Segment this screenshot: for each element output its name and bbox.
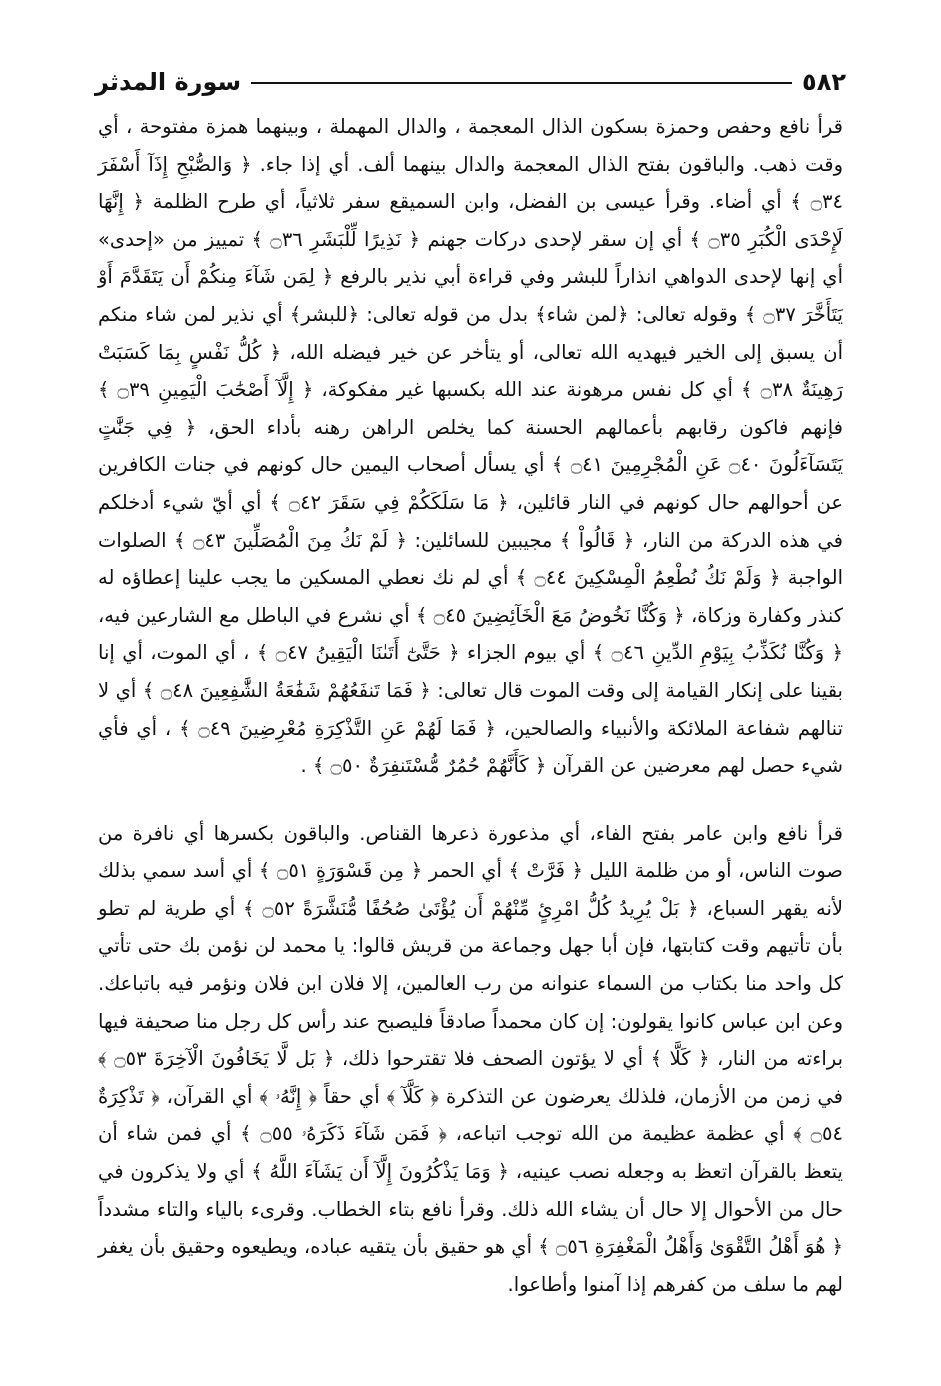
surah-title: سورة المدثر [95, 68, 242, 96]
tafsir-text [98, 108, 843, 1303]
paragraph: قرأ نافع وابن عامر بفتح الفاء، أي مذعورة ذعرها القناص. والباقون بكسرها أي نافرة من صوت الناس، أو من ظلمة الليل ﴿ فَرَّتْ ﴾ أي الحمر ﴿ مِن قَسْوَرَةٍ ۝٥١ ﴾ أي أسد سمي بذلك لأنه يقهر السباع، ﴿ بَلْ يُرِيدُ كُلُّ امْرِئٍ مِّنْهُمْ أَن يُؤْتَىٰ صُحُفًا مُّنَشَّرَةً ۝٥٢ ﴾ أي طرية لم تطو بأن تأتيهم وقت كتابتها، فإن أبا جهل وجماعة من قريش قالوا: يا محمد لن نؤمن بك حتى تأتي كل واحد منا بكتاب من السماء عنوانه من رب العالمين، إلا فلان ابن فلان ونؤمر فيه باتباعك. وعن ابن عباس كانوا يقولون: إن كان محمداً صادقاً فليصبح عند رأس كل رجل منا صحيفة فيها براءته من النار، ﴿ كَلَّا ﴾ أي لا يؤتون الصحف فلا تقترحوا ذلك، ﴿ بَل لَّا يَخَافُونَ الْآخِرَةَ ۝٥٣ ﴾ في زمن من الأزمان، فلذلك يعرضون عن التذكرة ﴿ كَلَّآ ﴾ أي حقاً ﴿ إِنَّهُۥ ﴾ أي القرآن، ﴿ تَذْكِرَةٌ ۝٥٤ ﴾ أي عظمة عظيمة من الله توجب اتباعه، ﴿ فَمَن شَآءَ ذَكَرَهُۥ ۝٥٥ ﴾ أي فمن شاء أن يتعظ بالقرآن اتعظ به وجعله نصب عينيه، ﴿ وَمَا يَذْكُرُونَ إِلَّآ أَن يَشَآءَ اللَّهُ ﴾ أي ولا يذكرون في حال من الأحوال إلا حال أن يشاء الله ذلك. وقرأ نافع بتاء الخطاب. وقرىء بالياء والتاء مشدداً ﴿ هُوَ أَهْلُ التَّقْوَىٰ وَأَهْلُ الْمَغْفِرَةِ ۝٥٦ ﴾ أي هو حقيق بأن يتقيه عباده، ويطيعوه وحقيق بأن يغفر لهم ما سلف من كفرهم إذا آمنوا وأطاعوا. [98, 821, 844, 1296]
header-rule [251, 82, 792, 84]
page-header [95, 52, 846, 96]
page-number: ٥٨٢ [802, 68, 846, 96]
paragraph: قرأ نافع وحفص وحمزة بسكون الذال المعجمة ، والدال المهملة ، وبينهما همزة مفتوحة ، أي وقت ذهب. والباقون بفتح الذال المعجمة والدال بينهما ألف. أي إذا جاء. ﴿ وَالصُّبْحِ إِذَآ أَسْفَرَ ۝٣٤ ﴾ أي أضاء. وقرأ عيسى بن الفضل، وابن السميقع سفر ثلاثياً، أي طرح الظلمة ﴿ إِنَّهَا لَإِحْدَى الْكُبَرِ ۝٣٥ ﴾ أي إن سقر لإحدى دركات جهنم ﴿ نَذِيرًا لِّلْبَشَرِ ۝٣٦ ﴾ تمييز من «إحدى» أي إنها لإحدى الدواهي انذاراً للبشر وفي قراءة أبي نذير بالرفع ﴿ لِمَن شَآءَ مِنكُمْ أَن يَتَقَدَّمَ أَوْ يَتَأَخَّرَ ۝٣٧ ﴾ وقوله تعالى: ﴿لمن شاء﴾ بدل من قوله تعالى: ﴿للبشر﴾ أي نذير لمن شاء منكم أن يسبق إلى الخير فيهديه الله تعالى، أو يتأخر عن خير فيضله الله، ﴿ كُلُّ نَفْسٍ بِمَا كَسَبَتْ رَهِينَةٌ ۝٣٨ ﴾ أي كل نفس مرهونة عند الله بكسبها غير مفكوكة، ﴿ إِلَّآ أَصْحَٰبَ الْيَمِينِ ۝٣٩ ﴾ فإنهم فاكون رقابهم بأعمالهم الحسنة كما يخلص الراهن رهنه بأداء الحق، ﴿ فِي جَنَّٰتٍ يَتَسَآءَلُونَ ۝٤٠ عَنِ الْمُجْرِمِينَ ۝٤١ ﴾ أي يسأل أصحاب اليمين حال كونهم في جنات الكافرين عن أحوالهم حال كونهم في النار قائلين، ﴿ مَا سَلَكَكُمْ فِي سَقَرَ ۝٤٢ ﴾ أي أيّ شيء أدخلكم في هذه الدركة من النار، ﴿ قَالُواْ ﴾ مجيبين للسائلين: ﴿ لَمْ نَكُ مِنَ الْمُصَلِّينَ ۝٤٣ ﴾ الصلوات الواجبة ﴿ وَلَمْ نَكُ نُطْعِمُ الْمِسْكِينَ ۝٤٤ ﴾ أي لم نك نعطي المسكين ما يجب علينا إعطاؤه له كنذر وكفارة وزكاة، ﴿ وَكُنَّا نَخُوضُ مَعَ الْخَآئِضِينَ ۝٤٥ ﴾ أي نشرع في الباطل مع الشارعين فيه، ﴿ وَكُنَّا نُكَذِّبُ بِيَوْمِ الدِّينِ ۝٤٦ ﴾ أي بيوم الجزاء ﴿ حَتَّىٰٓ أَتَىٰنَا الْيَقِينُ ۝٤٧ ﴾ ، أي الموت، أي إنا بقينا على إنكار القيامة إلى وقت الموت قال تعالى: ﴿ فَمَا تَنفَعُهُمْ شَفَٰعَةُ الشَّٰفِعِينَ ۝٤٨ ﴾ أي لا تنالهم شفاعة الملائكة والأنبياء والصالحين، ﴿ فَمَا لَهُمْ عَنِ التَّذْكِرَةِ مُعْرِضِينَ ۝٤٩ ﴾ ، أي فأي شيء حصل لهم معرضين عن القرآن ﴿ كَأَنَّهُمْ حُمُرٌ مُّسْتَنفِرَةٌ ۝٥٠ ﴾ . [98, 115, 844, 778]
